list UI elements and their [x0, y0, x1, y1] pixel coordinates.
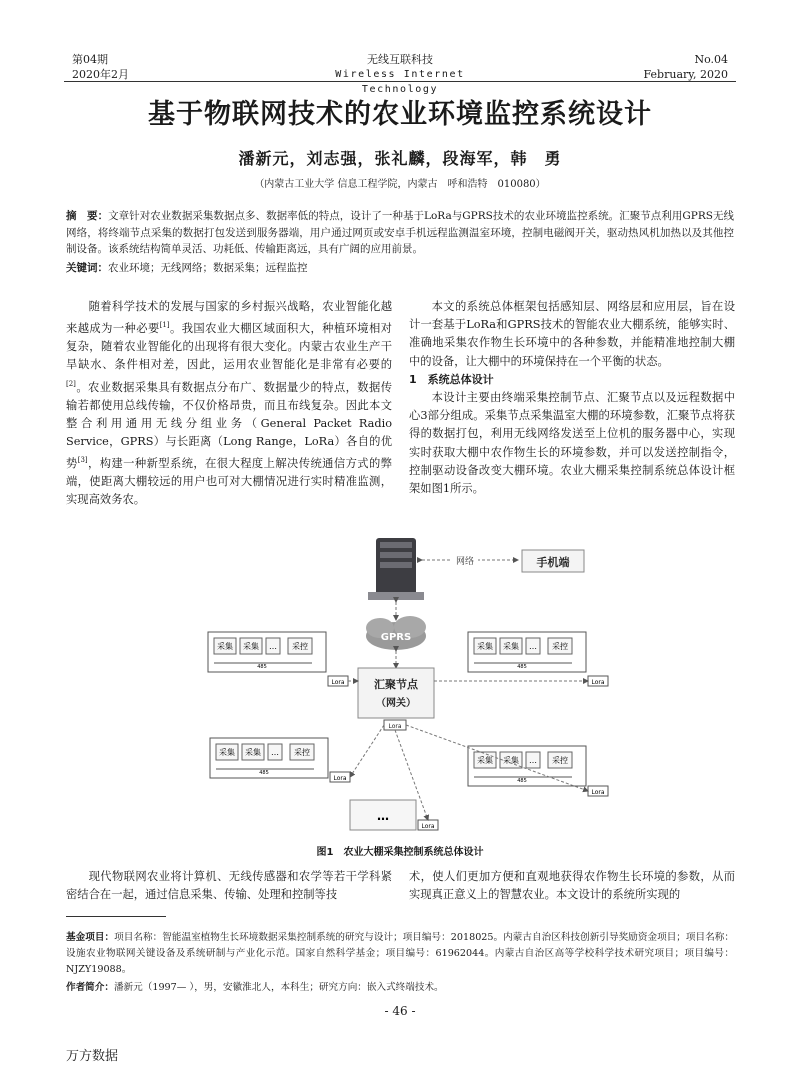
svg-text:采集: 采集 [477, 756, 493, 765]
phone-label: 手机端 [536, 556, 570, 569]
journal-name-cn: 无线互联科技 [367, 53, 433, 66]
system-architecture-figure [200, 528, 620, 838]
funding-label: 基金项目： [66, 932, 115, 943]
author-bio-text: 潘新元（1997— ），男，安徽淮北人，本科生；研究方向：嵌入式终端技术。 [113, 982, 444, 993]
svg-text:485: 485 [517, 778, 527, 784]
citation-1[interactable]: [1] [159, 321, 170, 330]
author-bio-label: 作者简介： [66, 982, 114, 993]
author-bio [66, 980, 734, 996]
svg-text:Lora: Lora [591, 789, 605, 796]
journal-name-en: Wireless Internet Technology [335, 69, 465, 95]
svg-text:采集: 采集 [219, 748, 235, 757]
citation-2[interactable]: [2] [66, 379, 76, 388]
date-en: February, 2020 [643, 68, 728, 81]
issue-en: No.04 [694, 53, 728, 66]
funding-text: 项目名称：智能温室植物生长环境数据采集控制系统的研究与设计；项目编号：2018025。内蒙古自治区科技创新引导奖励资金项目；项目名称：设施农业物联网关键设备及系统研制与产业化示范。国家自然科学基金；项目编号：61962044。内蒙古自治区高等学校科学技术研究项目；项目编号：NJZY19088。 [66, 932, 735, 975]
svg-text:采集: 采集 [243, 642, 259, 651]
network-label: 网络 [455, 557, 475, 567]
figure-caption: 图1 农业大棚采集控制系统总体设计 [316, 847, 484, 858]
intro-paragraph: 随着科学技术的发展与国家的乡村振兴战略，农业智能化越来越成为一种必要[1]。我国农业大棚区域面积大，种植环境相对复杂，随着农业智能化的出现将有很大变化。内蒙古农业生产干旱缺水、条件相对差，因此，运用农业智能化是非常有必要的[2]。农业数据采集具有数据点分布广、数据量少的特点，数据传输若都使用总线传输，不仅价格昂贵，而且布线复杂。因此本文整合利用通用无线分组业务（General Packet Radio Service，GPRS）与长距离（Long Range，LoRa）各自的优势[3]，构建一种新型系统，在很大程度上解决传统通信方式的弊端，使距离大棚较远的用户也可对大棚情况进行实时精准监测，实现高效务农。 [66, 300, 392, 507]
keywords-label: 关键词： [66, 262, 108, 274]
svg-text:Lora: Lora [331, 679, 345, 686]
greenhouse-node-top-left [208, 632, 348, 686]
issue-cn: 第04期 [72, 53, 108, 66]
footnote-rule [66, 916, 166, 917]
svg-text:采控: 采控 [552, 756, 568, 765]
svg-text:采集: 采集 [503, 642, 519, 651]
running-header-center [300, 52, 500, 97]
svg-text:Lora: Lora [591, 679, 605, 686]
svg-text:485: 485 [259, 770, 269, 776]
keywords-text: 农业环境；无线网络；数据采集；远程监控 [108, 262, 308, 274]
body-right-column-continued [409, 868, 735, 904]
page-number: - 46 - [384, 1004, 416, 1018]
abstract [66, 208, 734, 258]
gprs-label: GPRS [380, 632, 412, 643]
design-paragraph: 本设计主要由终端采集控制节点、汇聚节点以及远程数据中心3部分组成。采集节点采集温室大棚的环境参数，汇聚节点将获得的数据打包，利用无线网络发送至上位机的服务器中心，实现实时获取大棚中农作物生长的环境参数，并可以发送控制指令，控制驱动设备改变大棚环境。农业大棚采集控制系统总体设计框架如图1所示。 [409, 391, 735, 496]
paper-title: 基于物联网技术的农业环境监控系统设计 [148, 99, 652, 130]
gateway-label: 汇聚节点 [374, 678, 418, 691]
svg-text:485: 485 [517, 664, 527, 670]
body-left-column-continued [66, 868, 392, 904]
svg-text:采控: 采控 [292, 642, 308, 651]
paper-affiliation: （内蒙古工业大学 信息工程学院，内蒙古 呼和浩特 010080） [254, 179, 546, 190]
framework-paragraph: 本文的系统总体框架包括感知层、网络层和应用层，旨在设计一套基于LoRa和GPRS技术的智能农业大棚系统，能够实时、准确地采集农作物生长环境中的各种参数，并能精准地控制大棚中的设备，让大棚中的环境保持在一个平衡的状态。 [409, 300, 735, 368]
svg-text:485: 485 [257, 664, 267, 670]
keywords [66, 260, 734, 276]
gateway-node [358, 668, 434, 730]
greenhouse-node-bottom-right [468, 746, 608, 796]
svg-text:…: … [269, 642, 277, 651]
greenhouse-node-bottom-left [210, 738, 350, 782]
iot-paragraph: 现代物联网农业将计算机、无线传感器和农学等若干学科紧密结合在一起，通过信息采集、传输、处理和控制等技 [66, 870, 392, 902]
svg-text:…: … [529, 642, 537, 651]
svg-text:Lora: Lora [421, 823, 435, 830]
running-header-left [72, 52, 129, 82]
funding-note [66, 930, 734, 978]
header-rule [64, 81, 736, 82]
svg-text:采控: 采控 [294, 748, 310, 757]
paper-authors: 潘新元，刘志强，张礼麟，段海军，韩 勇 [238, 149, 562, 168]
server-icon [368, 538, 424, 600]
watermark-label: 万方数据 [66, 1049, 119, 1064]
body-right-column [409, 298, 735, 498]
citation-3[interactable]: [3] [77, 456, 88, 465]
svg-text:Lora: Lora [388, 723, 402, 730]
svg-text:采集: 采集 [245, 748, 261, 757]
body-left-column [66, 298, 392, 510]
svg-text:采集: 采集 [217, 642, 233, 651]
svg-text:…: … [271, 748, 279, 757]
greenhouse-node-top-right [468, 632, 608, 686]
other-nodes-placeholder [350, 800, 438, 830]
svg-text:Lora: Lora [333, 775, 347, 782]
svg-text:采控: 采控 [552, 642, 568, 651]
svg-text:采集: 采集 [503, 756, 519, 765]
svg-text:…: … [377, 809, 389, 823]
iot-paragraph-continued: 术，使人们更加方便和直观地获得农作物生长环境的参数，从而实现真正意义上的智慧农业。本文设计的系统所实现的 [409, 870, 735, 902]
svg-text:…: … [529, 756, 537, 765]
abstract-label: 摘 要： [66, 210, 109, 222]
section-heading-1: 1 系统总体设计 [409, 372, 494, 386]
gateway-sublabel: （网关） [376, 698, 416, 709]
date-cn: 2020年2月 [72, 68, 129, 81]
svg-text:采集: 采集 [477, 642, 493, 651]
running-header-right [644, 52, 728, 82]
abstract-text: 文章针对农业数据采集数据点多、数据率低的特点，设计了一种基于LoRa与GPRS技术的农业环境监控系统。汇聚节点利用GPRS无线网络，将终端节点采集的数据打包发送到服务器端，用户通过网页或安卓手机远程监测温室环境，控制电磁阀开关，驱动热风机加热以及其他控制设备。该系统结构简单灵活、功耗低、传输距离远，具有广阔的应用前景。 [66, 210, 734, 255]
